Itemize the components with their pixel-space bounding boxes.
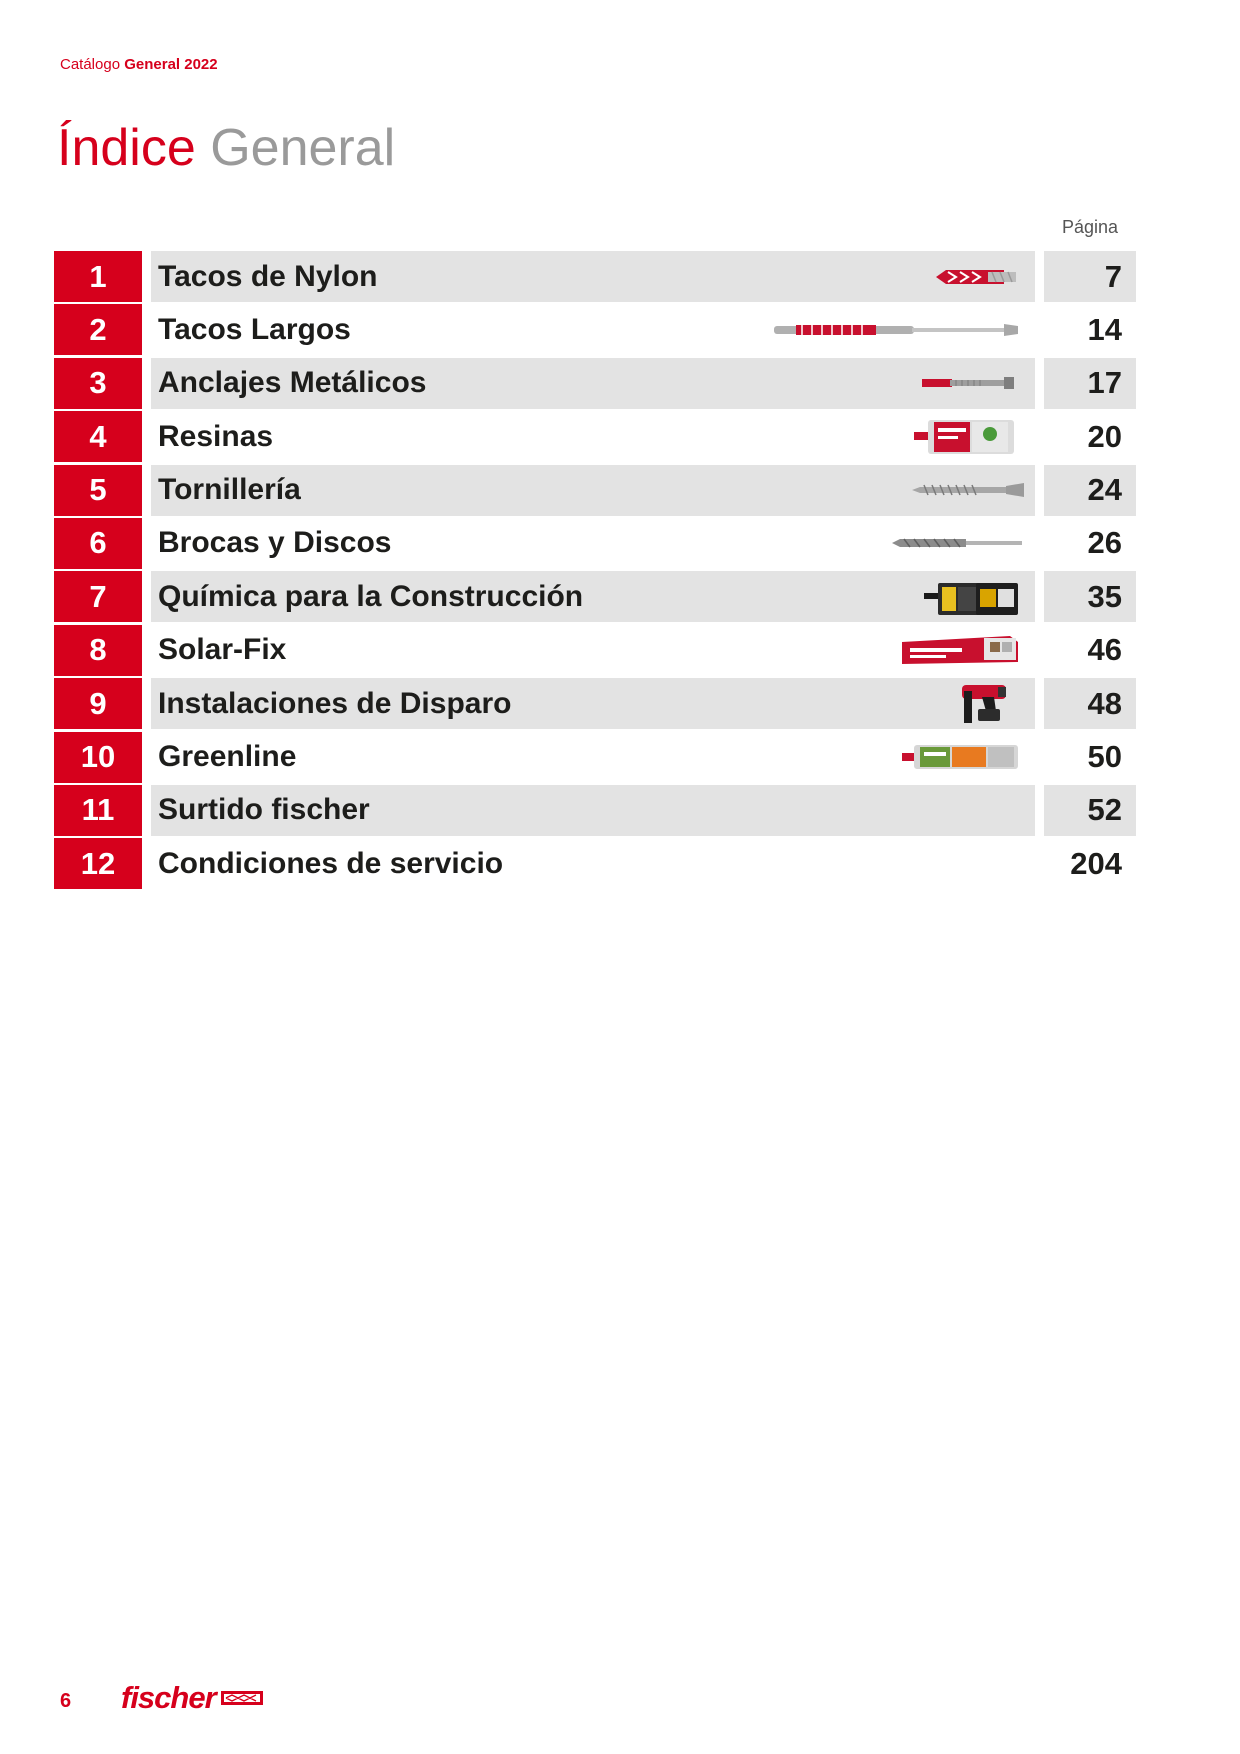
logo-wordmark: fischer bbox=[121, 1680, 216, 1715]
section-page: 48 bbox=[1044, 678, 1136, 729]
section-number: 3 bbox=[54, 358, 142, 409]
metal-anchor-icon bbox=[920, 358, 1020, 409]
section-page: 20 bbox=[1044, 411, 1136, 462]
section-label: Tacos de Nylon bbox=[158, 259, 378, 293]
section-bar bbox=[151, 411, 1035, 462]
section-page: 7 bbox=[1044, 251, 1136, 302]
section-label: Anclajes Metálicos bbox=[158, 366, 427, 400]
chemical-products-icon bbox=[920, 571, 1024, 622]
section-label: Química para la Construcción bbox=[158, 579, 584, 613]
solar-fix-box-icon bbox=[900, 625, 1022, 676]
nail-gun-icon bbox=[958, 678, 1010, 729]
section-label: Surtido fischer bbox=[158, 793, 370, 827]
section-number: 4 bbox=[54, 411, 142, 462]
section-page: 17 bbox=[1044, 358, 1136, 409]
page-column-header: Página bbox=[1061, 217, 1119, 237]
section-label: Greenline bbox=[158, 740, 297, 774]
footer-page-number: 6 bbox=[60, 1690, 72, 1712]
section-number: 7 bbox=[54, 571, 142, 622]
header-highlight: General 2022 bbox=[124, 56, 218, 73]
section-page: 24 bbox=[1044, 465, 1136, 516]
section-page: 35 bbox=[1044, 571, 1136, 622]
fischer-logo bbox=[121, 1680, 264, 1716]
page-title bbox=[57, 119, 396, 177]
section-number: 8 bbox=[54, 625, 142, 676]
section-number: 9 bbox=[54, 678, 142, 729]
catalog-header bbox=[60, 56, 218, 73]
section-page: 46 bbox=[1044, 625, 1136, 676]
header-prefix: Catálogo bbox=[60, 56, 125, 73]
title-part1: Índice bbox=[57, 119, 196, 177]
long-plug-icon bbox=[772, 304, 1022, 355]
drill-bit-icon bbox=[890, 518, 1026, 569]
section-number: 1 bbox=[54, 251, 142, 302]
section-label: Tacos Largos bbox=[158, 312, 351, 346]
section-page: 204 bbox=[1044, 838, 1136, 889]
section-number: 11 bbox=[54, 785, 142, 836]
section-label: Resinas bbox=[158, 419, 274, 453]
section-number: 10 bbox=[54, 732, 142, 783]
section-page: 14 bbox=[1044, 304, 1136, 355]
section-page: 52 bbox=[1044, 785, 1136, 836]
section-page: 50 bbox=[1044, 732, 1136, 783]
greenline-cartridge-icon bbox=[900, 732, 1024, 783]
section-page: 26 bbox=[1044, 518, 1136, 569]
section-number: 6 bbox=[54, 518, 142, 569]
section-label: Instalaciones de Disparo bbox=[158, 686, 512, 720]
section-number: 5 bbox=[54, 465, 142, 516]
section-label: Brocas y Discos bbox=[158, 526, 392, 560]
screw-icon bbox=[910, 465, 1030, 516]
section-label: Condiciones de servicio bbox=[158, 846, 504, 880]
title-part2: General bbox=[210, 119, 396, 177]
section-number: 12 bbox=[54, 838, 142, 889]
logo-plug-icon bbox=[220, 1689, 264, 1707]
resin-cartridge-icon bbox=[912, 411, 1024, 462]
section-label: Tornillería bbox=[158, 473, 301, 507]
section-number: 2 bbox=[54, 304, 142, 355]
section-label: Solar-Fix bbox=[158, 633, 287, 667]
nylon-plug-icon bbox=[934, 251, 1020, 302]
